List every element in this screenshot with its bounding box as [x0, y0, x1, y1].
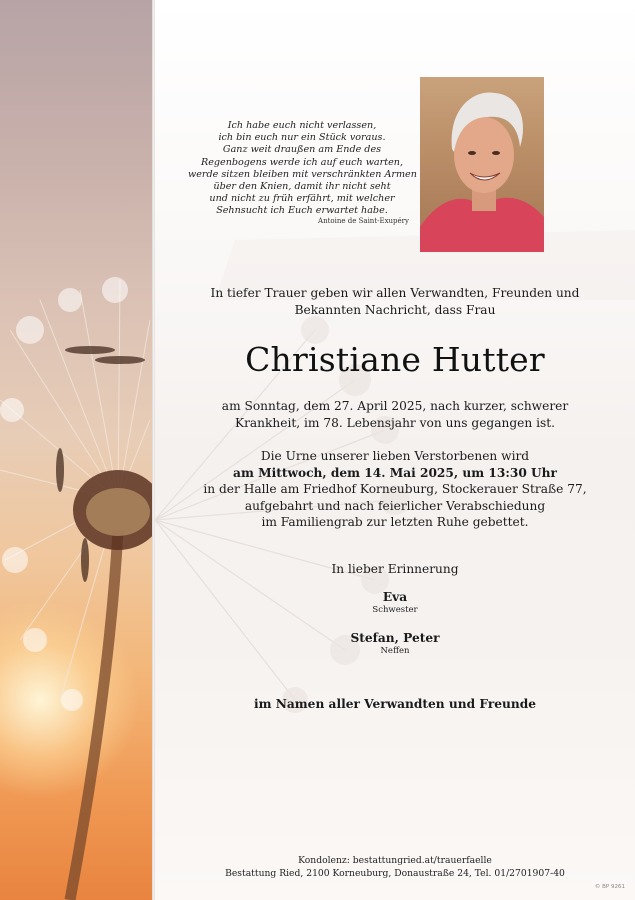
- funeral-line: im Familiengrab zur letzten Ruhe gebettet.: [261, 515, 529, 529]
- quote-line: Ich habe euch nicht verlassen,: [227, 120, 377, 131]
- announcement-intro: [155, 285, 635, 318]
- quote-line: ich bin euch nur ein Stück voraus.: [218, 132, 386, 144]
- memorial-quote: [188, 120, 416, 218]
- relative-relation: Neffen: [380, 646, 410, 656]
- passing-line: Krankheit, im 78. Lebensjahr von uns gegangen ist.: [234, 415, 555, 430]
- quote-line: Regenbogens werde ich auf euch warten,: [200, 156, 404, 168]
- passing-details: [155, 398, 635, 431]
- relative-name: Stefan, Peter: [350, 631, 440, 645]
- print-code: © BP 9261: [594, 884, 625, 890]
- relative-entry: [155, 590, 635, 616]
- passing-line: am Sonntag, dem 27. April 2025, nach kurzer, schwerer: [221, 399, 569, 413]
- condolence-link[interactable]: Kondolenz: bestattungried.at/trauerfaelle: [298, 855, 492, 866]
- funeral-date-time: am Mittwoch, dem 14. Mai 2025, um 13:30 Uhr: [233, 465, 557, 480]
- funeral-details: [155, 448, 635, 531]
- quote-line: Sehnsucht ich Euch erwartet habe.: [216, 205, 388, 217]
- intro-line: Bekannten Nachricht, dass Frau: [294, 302, 496, 317]
- funeral-line: in der Halle am Friedhof Korneuburg, Stockerauer Straße 77,: [203, 482, 587, 496]
- relative-entry: [155, 631, 635, 657]
- portrait-illustration: [420, 77, 544, 252]
- funeral-line: Die Urne unserer lieben Verstorbenen wird: [260, 449, 530, 463]
- relative-name: Eva: [382, 590, 408, 604]
- footer: [155, 855, 635, 880]
- funeral-line: aufgebahrt und nach feierlicher Verabschiedung: [244, 498, 546, 513]
- quote-line: werde sitzen bleiben mit verschränkten Armen: [188, 168, 417, 180]
- quote-line: und nicht zu früh erfährt, mit welcher: [209, 193, 395, 205]
- dandelion-photo-strip: [0, 0, 152, 900]
- memory-heading: In lieber Erinnerung: [331, 562, 459, 576]
- quote-line: über den Knien, damit ihr nicht seht: [213, 181, 391, 193]
- quote-line: Ganz weit draußen am Ende des: [222, 144, 382, 156]
- portrait-photo: [420, 77, 544, 252]
- intro-line: In tiefer Trauer geben wir allen Verwandten, Freunden und: [210, 286, 580, 300]
- deceased-name: Christiane Hutter: [245, 340, 545, 379]
- funeral-home-info: Bestattung Ried, 2100 Korneuburg, Donaustraße 24, Tel. 01/2701907-40: [225, 867, 565, 879]
- quote-author: Antoine de Saint-Exupéry: [318, 217, 409, 225]
- dandelion-illustration: [0, 0, 152, 900]
- closing-line: im Namen aller Verwandten und Freunde: [253, 697, 536, 711]
- relative-relation: Schwester: [372, 605, 418, 615]
